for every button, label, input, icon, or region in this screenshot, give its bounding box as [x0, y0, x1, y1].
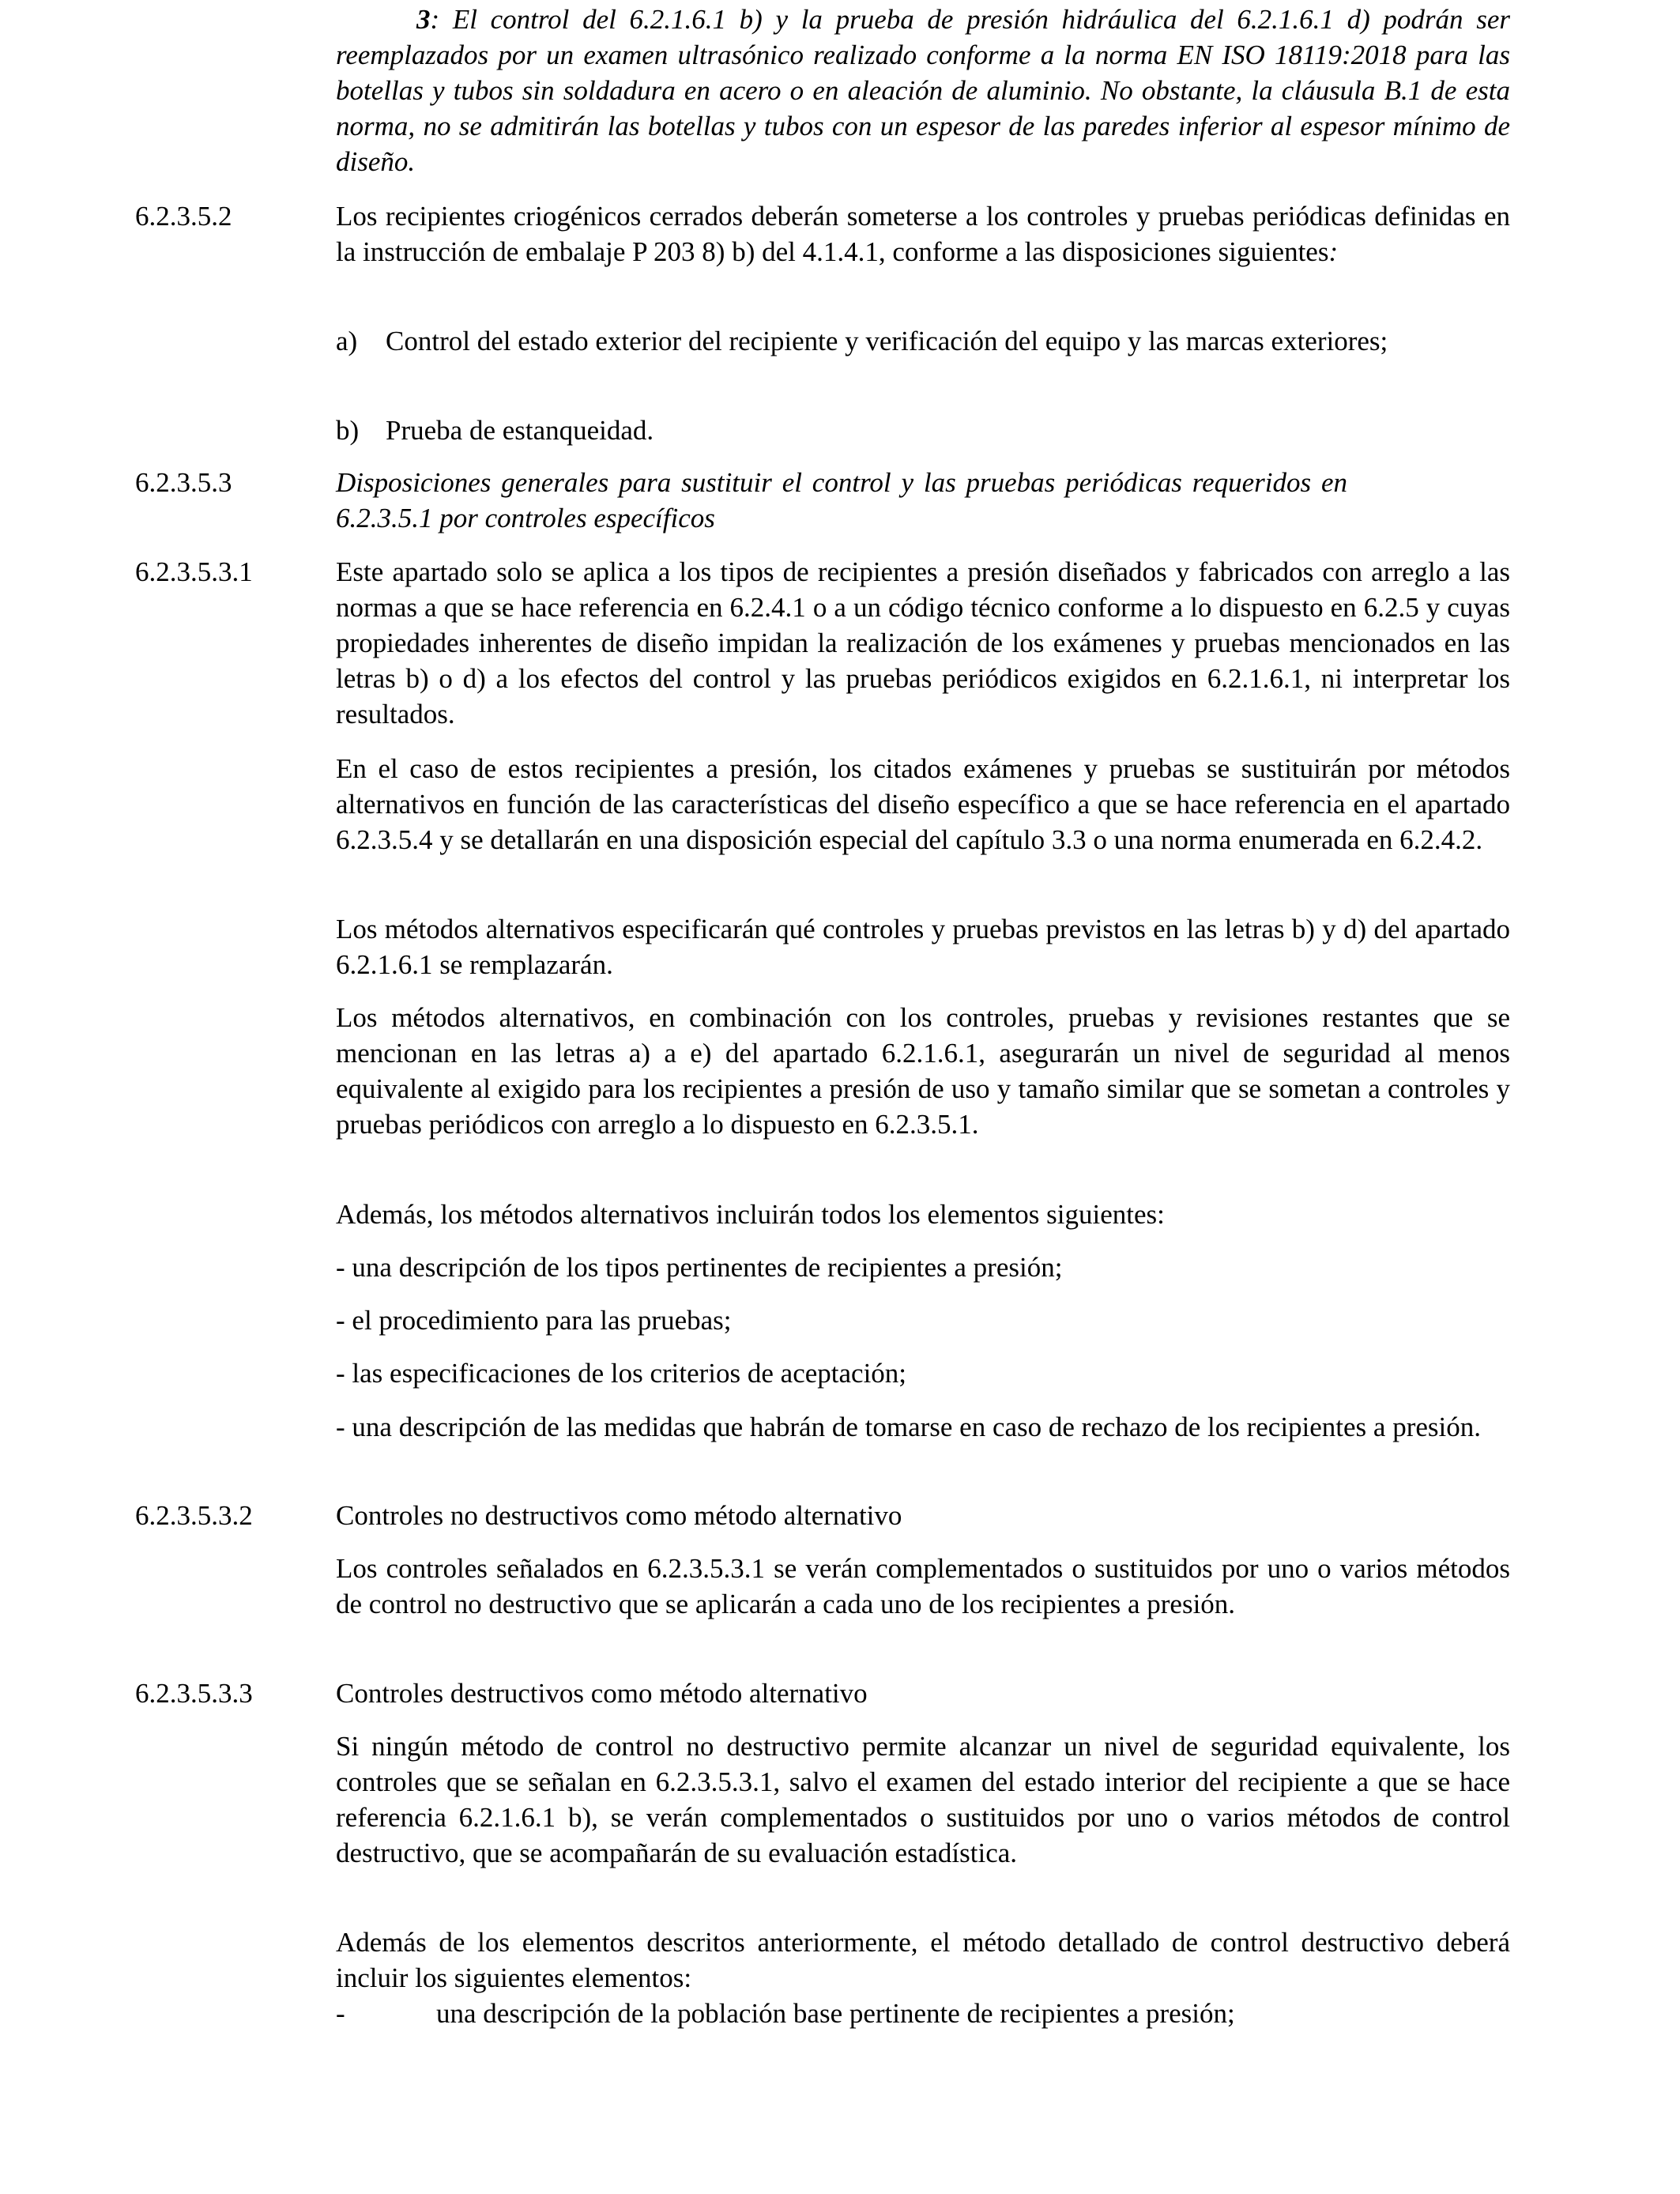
section-6-2-3-5-3-2-title: Controles no destructivos como método alternativo [336, 1500, 902, 1531]
dash-item-text: una descripción de la población base pertinente de recipientes a presión; [436, 1998, 1235, 2029]
section-6-2-3-5-3-1-paragraph-1: Este apartado solo se aplica a los tipos de recipientes a presión diseñados y fabricados con arreglo a las normas a que se hace referencia en 6.2.4.1 o a un código técnico conforme a lo dispuesto en 6.2.5 y cuyas propiedades inherentes de diseño impidan la realización de los exámenes y pruebas mencionados en las letras b) o d) a los efectos del control y las pruebas periódicos exigidos en 6.2.1.6.1, ni interpretar los resultados. [336, 556, 1510, 729]
list-item-letter-b: b) [336, 415, 360, 446]
list-item-text-b: Prueba de estanqueidad. [386, 415, 654, 446]
section-number-6-2-3-5-3-2: 6.2.3.5.3.2 [135, 1500, 253, 1531]
list-item: - una descripción de los tipos pertinentes de recipientes a presión; [336, 1252, 1063, 1283]
section-number-6-2-3-5-3-1: 6.2.3.5.3.1 [135, 556, 253, 587]
section-number-6-2-3-5-3-3: 6.2.3.5.3.3 [135, 1678, 253, 1709]
section-6-2-3-5-2-body: Los recipientes criogénicos cerrados deberán someterse a los controles y pruebas periódicas definidas en la instrucción de embalaje P 203 8) b) del 4.1.4.1, conforme a las disposiciones siguientes [336, 201, 1510, 267]
note-3 [336, 2, 1510, 179]
section-number-6-2-3-5-3: 6.2.3.5.3 [135, 467, 232, 498]
section-6-2-3-5-3-1-paragraph-3: Los métodos alternativos especificarán qué controles y pruebas previstos en las letras b) y d) del apartado 6.2.1.6.1 se remplazarán. [336, 914, 1510, 980]
list-item-text-a: Control del estado exterior del recipiente y verificación del equipo y las marcas exteriores; [386, 326, 1388, 356]
section-6-2-3-5-3-title: Disposiciones generales para sustituir el control y las pruebas periódicas requeridos en 6.2.3.5.1 por controles específicos [336, 467, 1347, 533]
section-number-6-2-3-5-2: 6.2.3.5.2 [135, 201, 232, 232]
note-3-number: 3 [416, 4, 431, 35]
section-6-2-3-5-3-3-title: Controles destructivos como método alternativo [336, 1678, 868, 1709]
list-item: - las especificaciones de los criterios de aceptación; [336, 1358, 907, 1389]
list-item: - el procedimiento para las pruebas; [336, 1305, 732, 1336]
section-6-2-3-5-3-1-paragraph-4: Los métodos alternativos, en combinación con los controles, pruebas y revisiones restantes que se mencionan en las letras a) a e) del apartado 6.2.1.6.1, asegurarán un nivel de seguridad al menos equivalente al exigido para los recipientes a presión de uso y tamaño similar que se sometan a controles y pruebas periódicos con arreglo a lo dispuesto en 6.2.3.5.1. [336, 1002, 1510, 1140]
section-6-2-3-5-3-1-paragraph-2: En el caso de estos recipientes a presión, los citados exámenes y pruebas se sustituirán por métodos alternativos en función de las características del diseño específico a que se hace referencia en el apartado 6.2.3.5.4 y se detallarán en una disposición especial del capítulo 3.3 o una norma enumerada en 6.2.4.2. [336, 753, 1510, 855]
section-6-2-3-5-2-colon: : [1328, 236, 1339, 267]
section-6-2-3-5-3-2-paragraph: Los controles señalados en 6.2.3.5.3.1 se verán complementados o sustituidos por uno o varios métodos de control no destructivo que se aplicarán a cada uno de los recipientes a presión. [336, 1553, 1510, 1619]
list-item: - una descripción de las medidas que habrán de tomarse en caso de rechazo de los recipientes a presión. [336, 1412, 1481, 1442]
section-6-2-3-5-3-3-paragraph-2: Además de los elementos descritos anteriormente, el método detallado de control destructivo deberá incluir los siguientes elementos: [336, 1927, 1510, 1993]
dash-item-mark: - [336, 1998, 345, 2029]
note-3-text: : El control del 6.2.1.6.1 b) y la prueba de presión hidráulica del 6.2.1.6.1 d) podrán ser reemplazados por un examen ultrasónico realizado conforme a la norma EN ISO 18119:2018 para las botellas y tubos sin soldadura en acero o en aleación de aluminio. No obstante, la cláusula B.1 de esta norma, no se admitirán las botellas y tubos con un espesor de las paredes inferior al espesor mínimo de diseño. [336, 4, 1510, 177]
list-item-letter-a: a) [336, 326, 358, 356]
section-6-2-3-5-2-text [336, 198, 1510, 270]
section-6-2-3-5-3-3-paragraph-1: Si ningún método de control no destructivo permite alcanzar un nivel de seguridad equivalente, los controles que se señalan en 6.2.3.5.3.1, salvo el examen del estado interior del recipiente a que se hace referencia 6.2.1.6.1 b), se verán complementados o sustituidos por uno o varios métodos de control destructivo, que se acompañarán de su evaluación estadística. [336, 1731, 1510, 1868]
section-6-2-3-5-3-1-paragraph-5: Además, los métodos alternativos incluirán todos los elementos siguientes: [336, 1199, 1165, 1230]
